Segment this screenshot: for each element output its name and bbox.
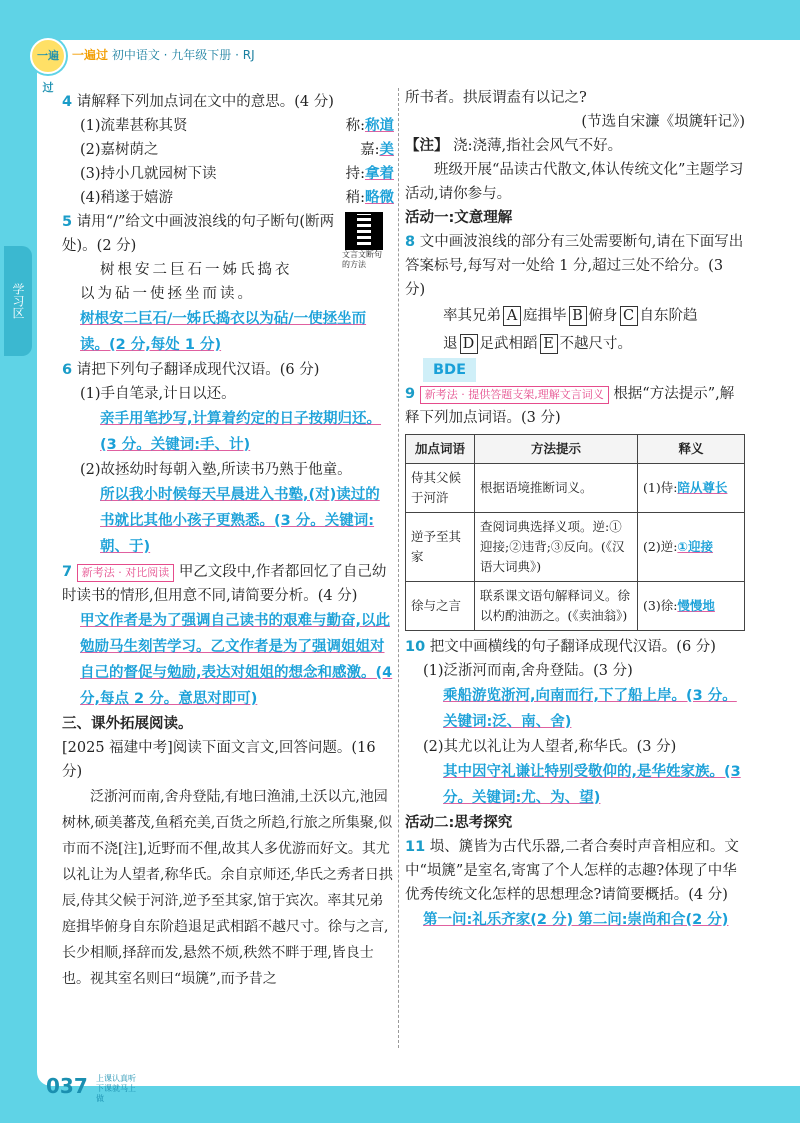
table-row: 逆予至其家 查阅词典选择义项。逆:①迎接;②违背;③反向。(《汉语大词典》) (2)逆:①迎接 xyxy=(406,513,745,582)
q6-answer-1: 亲手用笔抄写,计算着约定的日子按期归还。(3 分。关键词:手、计) xyxy=(100,411,382,453)
book-title: 初中语文 · 九年级下册 · RJ xyxy=(111,48,255,62)
q7-tag: 新考法 · 对比阅读 xyxy=(77,564,175,582)
brand-logo: 一遍过 xyxy=(30,38,66,74)
question-4: 4 请解释下列加点词在文中的意思。(4 分) xyxy=(62,94,334,110)
passage-source: [2025 福建中考]阅读下面文言文,回答问题。(16 分) xyxy=(62,740,376,780)
q10-answer-1: 乘船游览浙河,向南而行,下了船上岸。(3 分。关键词:泛、南、舍) xyxy=(443,688,737,730)
q8-sentence: 率其兄弟 A 庭揖毕 B 俯身 C 自东阶趋 退 D 足武相蹈 E 不越尺寸。 xyxy=(443,308,698,352)
question-5: 5 请用“/”给文中画波浪线的句子断句(断两处)。(2 分) xyxy=(62,214,335,254)
table-header: 方法提示 xyxy=(475,435,638,464)
q10-sentence-1: (1)泛浙河而南,舍舟登陆。(3 分) xyxy=(423,663,633,679)
page-number: 037 xyxy=(46,1074,88,1098)
question-10: 10 把文中画横线的句子翻译成现代汉语。(6 分) xyxy=(405,639,716,655)
classical-passage: 泛浙河而南,舍舟登陆,有地曰渔浦,土沃以亢,池园树林,硕美蕃茂,鱼稻充美,百货之所趋,行旅之所集聚,似市而不浇[注],近野而不俚,故其人多优游而好文。其尤以礼让为人望者,称华氏。余自京师还,华氏之秀者日拱辰,侍其父候于河浒,逆予至其家,馆于宾次。率其兄弟庭揖毕俯身自东阶趋退足武相蹈不越尺寸。徐与之言,长少相顺,择辞而发,悬然不烦,秩然不畔于理,皆良士也。视其室名则曰“埙篪”,而予昔之 xyxy=(62,789,393,987)
q4-item-3: (3)持小几就园树下读 持:拿着 xyxy=(80,166,394,182)
q6-sentence-2: (2)故拯幼时每朝入塾,所读书乃熟于他童。 xyxy=(80,462,352,478)
qr-caption: 文言文断句的方法 xyxy=(342,250,382,269)
q5-answer: 树根安二巨石/一姊氏捣衣以为砧/一使拯坐而读。(2 分,每处 1 分) xyxy=(80,311,367,353)
activity-intro: 班级开展“品读古代散文,体认传统文化”主题学习活动,请你参与。 xyxy=(405,162,744,202)
annotation: 【注】 浇:浇薄,指社会风气不好。 xyxy=(405,138,623,154)
question-7: 7 新考法 · 对比阅读 甲乙文段中,作者都回忆了自己幼时读书的情形,但用意不同,请简要分析。(4 分) xyxy=(62,564,387,604)
table-row: 侍其父候于河浒 根据语境推断词义。 (1)侍:陪从尊长 xyxy=(406,464,745,513)
qr-code[interactable] xyxy=(345,212,383,250)
question-6: 6 请把下列句子翻译成现代汉语。(6 分) xyxy=(62,362,320,378)
q10-answer-2: 其中因守礼谦让特别受敬仰的,是华姓家族。(3 分。关键词:尤、为、望) xyxy=(443,764,741,806)
section-heading: 三、课外拓展阅读。 xyxy=(62,716,193,732)
table-header: 加点词语 xyxy=(406,435,475,464)
q5-line-1: 树根安二巨石一姊氏捣衣 xyxy=(100,262,293,278)
q9-tag: 新考法 · 提供答题支架,理解文言词义 xyxy=(420,386,609,404)
q11-answer: 第一问:礼乐齐家(2 分) 第二问:崇尚和合(2 分) xyxy=(423,912,729,928)
q4-item-2: (2)嘉树荫之 嘉:美 xyxy=(80,142,394,158)
table-header: 释义 xyxy=(638,435,745,464)
q8-answer: BDE xyxy=(405,358,745,382)
q5-line-2: 以为砧一使拯坐而读。 xyxy=(80,286,255,302)
citation: (节选自宋濂《埙篪轩记》) xyxy=(581,114,745,130)
question-11: 11 埙、篪皆为古代乐器,二者合奏时声音相应和。文中“埙篪”是室名,寄寓了个人怎样的志趣?体现了中华优秀传统文化怎样的思想理念?请简要概括。(4 分) xyxy=(405,839,739,903)
q4-item-4: (4)稍遂于嬉游 稍:略微 xyxy=(80,190,394,206)
right-column xyxy=(405,86,745,933)
q6-sentence-1: (1)手自笔录,计日以还。 xyxy=(80,386,236,402)
activity-2-heading: 活动二:思考探究 xyxy=(405,815,513,831)
q7-answer: 甲文作者是为了强调自己读书的艰难与勤奋,以此勉励马生刻苦学习。乙文作者是为了强调姐姐对自己的督促与勉励,表达对姐姐的想念和感激。(4 分,每点 2 分。意思对即可) xyxy=(80,613,393,707)
question-8: 8 文中画波浪线的部分有三处需要断句,请在下面写出答案标号,每写对一处给 1 分,超过三处不给分。(3 分) xyxy=(405,234,744,298)
column-divider xyxy=(398,88,400,1048)
q10-sentence-2: (2)其尤以礼让为人望者,称华氏。(3 分) xyxy=(423,739,677,755)
q9-table xyxy=(405,434,745,631)
activity-1-heading: 活动一:文意理解 xyxy=(405,210,513,226)
question-9: 9 新考法 · 提供答题支架,理解文言词义 根据“方法提示”,解释下列加点词语。(3 分) xyxy=(405,386,735,426)
brand-name: 一遍过 xyxy=(72,48,109,62)
q6-answer-2: 所以我小时候每天早晨进入书塾,(对)读过的书就比其他小孩子更熟悉。(3 分。关键词:朝、于) xyxy=(100,487,380,555)
page-caption: 上课认真听 下课就马上做 xyxy=(96,1074,136,1103)
page-header xyxy=(72,46,255,63)
side-tab[interactable]: 学习区 xyxy=(4,246,32,356)
table-row: 徐与之言 联系课文语句解释词义。徐以杓酌油沥之。(《卖油翁》) (3)徐:慢慢地 xyxy=(406,582,745,631)
q4-item-1: (1)流辈甚称其贤 称:称道 xyxy=(80,118,394,134)
passage-end: 所书者。拱辰谓盍有以记之? xyxy=(405,90,587,106)
